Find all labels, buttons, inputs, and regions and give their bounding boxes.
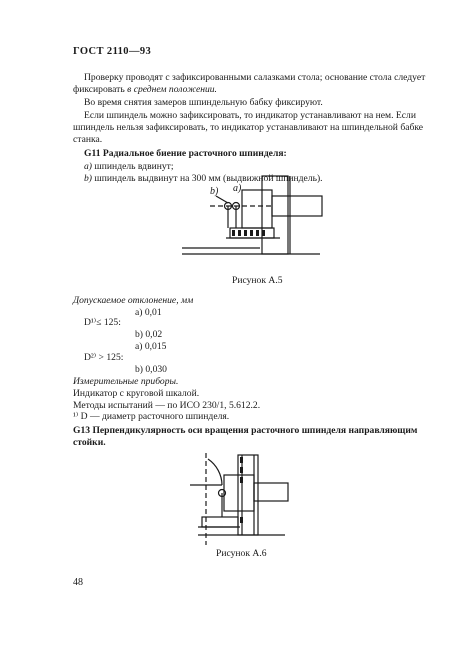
- table: [202, 517, 238, 527]
- paragraph-line: шпиндель нельзя зафиксировать, то индикатор устанавливают на шпиндельной бабке: [73, 122, 424, 133]
- spindle: [254, 483, 288, 501]
- rotation-arc: [208, 459, 222, 485]
- tolerance-value: a) 0,01: [135, 307, 162, 318]
- document-header: ГОСТ 2110—93: [73, 46, 152, 57]
- spindle-head: [242, 190, 272, 228]
- item-text: шпиндель выдвинут на 300 мм (выдвижной шпиндель).: [94, 173, 323, 184]
- item-mark: a): [84, 161, 92, 172]
- instruments-title: Измерительные приборы.: [73, 376, 179, 387]
- plain-text: фиксировать: [73, 84, 128, 95]
- paragraph-line: Проверку проводят с зафиксированными салазками стола; основание стола следует: [84, 72, 426, 83]
- tolerance-value: a) 0,015: [135, 341, 167, 352]
- figure-a6-drawing: [180, 445, 295, 550]
- italic-text: в среднем положении.: [127, 84, 217, 95]
- tolerance-value: b) 0,030: [135, 364, 167, 375]
- paragraph-line: Если шпиндель можно зафиксировать, то индикатор устанавливают на нем. Если: [84, 110, 416, 121]
- page-number: 48: [73, 577, 83, 588]
- figure-caption-a6: Рисунок А.6: [216, 548, 267, 559]
- tolerance-title: Допускаемое отклонение, мм: [73, 295, 194, 306]
- section-title-g11: G11 Радиальное биение расточного шпинделя:: [84, 148, 287, 159]
- tolerance-condition: D²⁾ > 125:: [84, 352, 124, 363]
- spindle: [272, 196, 322, 216]
- footnote: [73, 411, 229, 422]
- figure-a5-drawing: [170, 170, 330, 270]
- list-item: [84, 161, 174, 172]
- footnote-text: D — диаметр расточного шпинделя.: [80, 411, 230, 422]
- spindle-head: [224, 475, 254, 511]
- tolerance-value: b) 0,02: [135, 329, 163, 340]
- instruments-text: Индикатор с круговой шкалой.: [73, 388, 200, 399]
- tolerance-condition: D¹⁾≤ 125:: [84, 317, 121, 328]
- figure-caption-a5: Рисунок А.5: [232, 275, 283, 286]
- paragraph-line: [73, 84, 217, 95]
- item-text: шпиндель вдвинут;: [94, 161, 174, 172]
- section-title-g13-cont: стойки.: [73, 437, 106, 448]
- column: [262, 176, 288, 254]
- section-title-g13: G13 Перпендикулярность оси вращения расточного шпинделя направляющим: [73, 425, 418, 436]
- item-mark: b): [84, 173, 92, 184]
- paragraph-line: станка.: [73, 134, 103, 145]
- footnote-mark: ¹⁾: [73, 411, 79, 422]
- paragraph-line: Во время снятия замеров шпиндельную бабку фиксируют.: [84, 97, 323, 108]
- figure-label-b: b): [210, 186, 219, 197]
- figure-label-a: a): [233, 183, 242, 194]
- methods-text: Методы испытаний — по ИСО 230/1, 5.612.2.: [73, 400, 261, 411]
